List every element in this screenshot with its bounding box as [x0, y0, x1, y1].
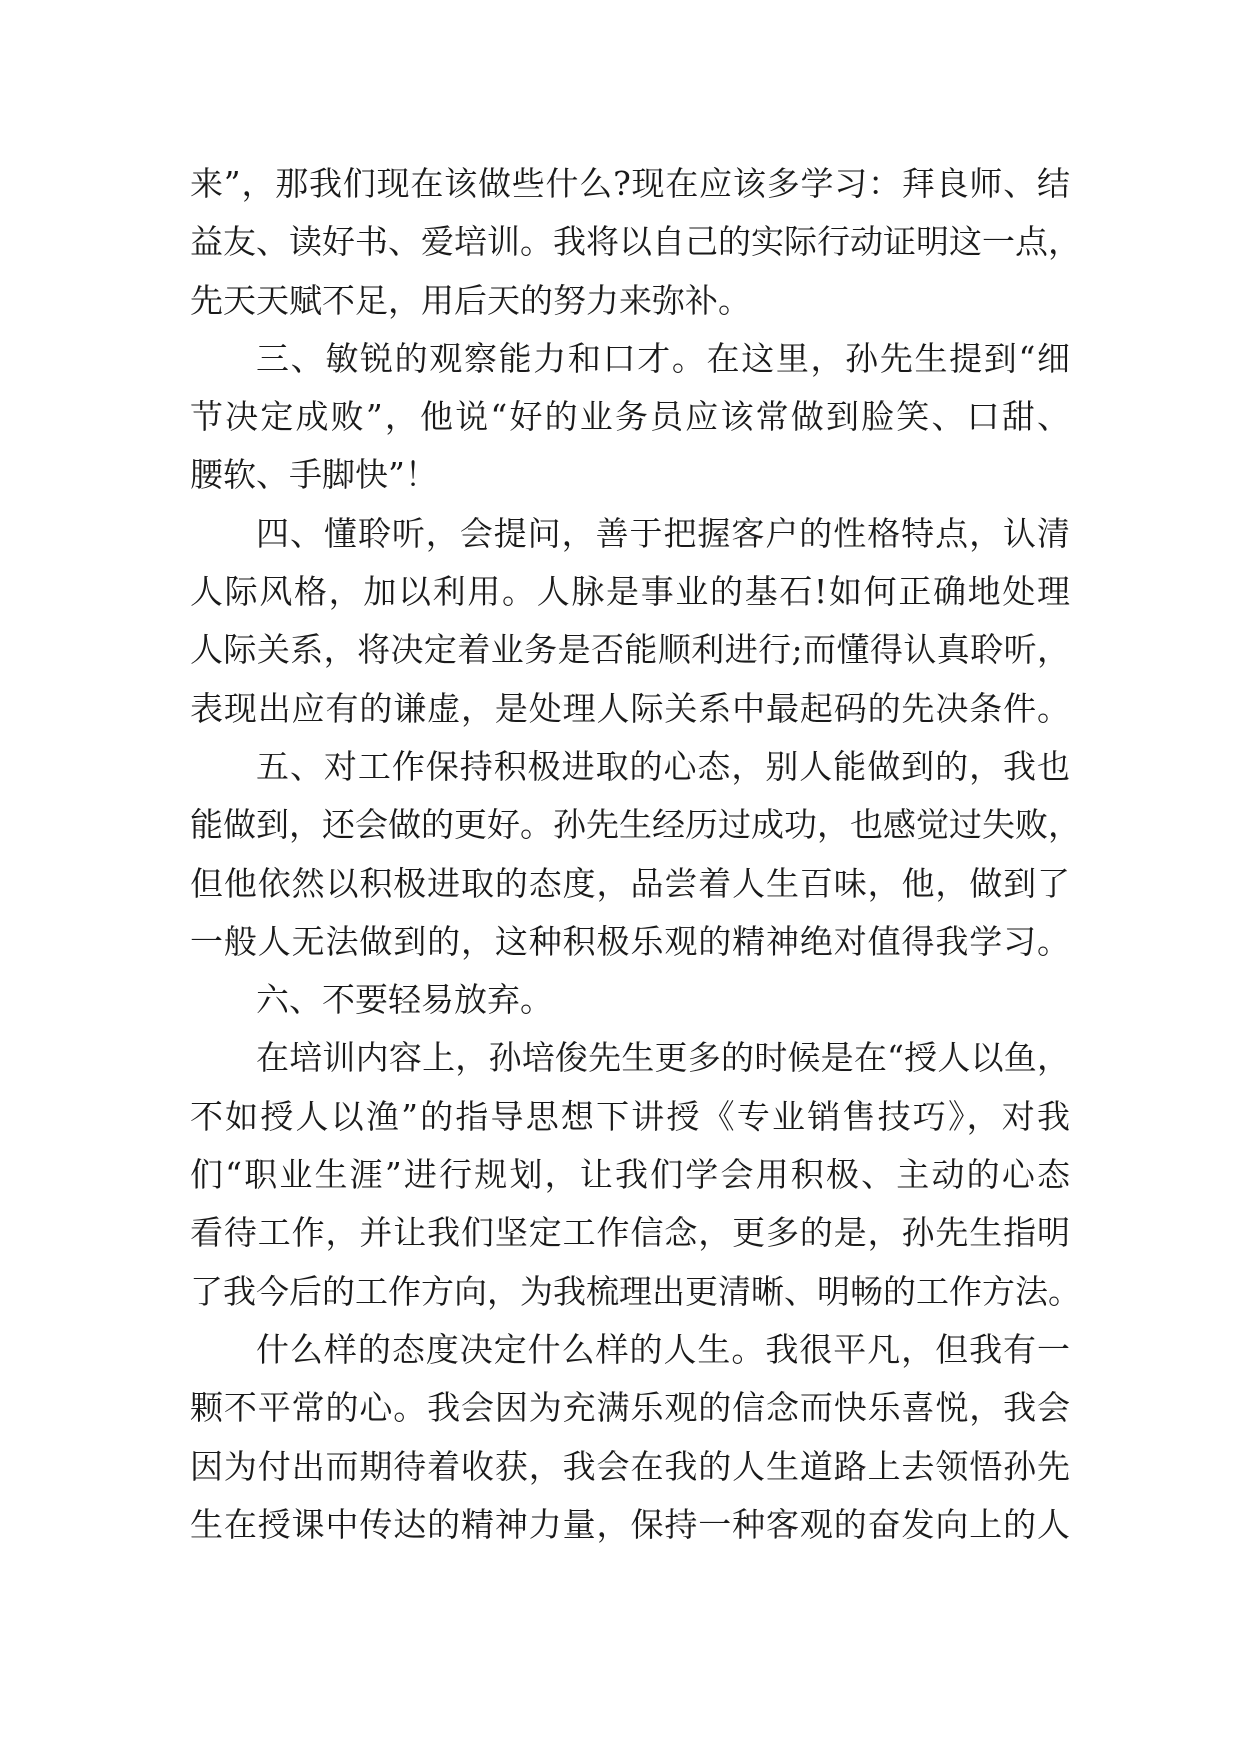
text-line: 五、对工作保持积极进取的心态，别人能做到的，我也 [256, 746, 1070, 786]
text-line: 在培训内容上，孙培俊先生更多的时候是在“授人以鱼， [256, 1038, 1070, 1078]
text-line: 节决定成败”，他说“好的业务员应该常做到脸笑、口甜、 [190, 397, 1070, 437]
text-line: 人际关系，将决定着业务是否能顺利进行;而懂得认真聆听， [190, 630, 1070, 670]
text-line: 益友、读好书、爱培训。我将以自己的实际行动证明这一点， [190, 222, 1081, 262]
text-line: 们“职业生涯”进行规划，让我们学会用积极、主动的心态 [190, 1155, 1070, 1195]
text-line: 颗不平常的心。我会因为充满乐观的信念而快乐喜悦，我会 [190, 1388, 1070, 1428]
text-line: 能做到，还会做的更好。孙先生经历过成功，也感觉过失败， [190, 805, 1081, 845]
text-line: 不如授人以渔”的指导思想下讲授《专业销售技巧》，对我 [190, 1096, 1070, 1136]
text-line: 什么样的态度决定什么样的人生。我很平凡，但我有一 [256, 1329, 1070, 1369]
text-line: 三、敏锐的观察能力和口才。在这里，孙先生提到“细 [256, 338, 1070, 378]
text-line: 生在授课中传达的精神力量，保持一种客观的奋发向上的人 [190, 1504, 1070, 1544]
text-line: 但他依然以积极进取的态度，品尝着人生百味，他，做到了 [190, 863, 1070, 903]
text-line: 了我今后的工作方向，为我梳理出更清晰、明畅的工作方法。 [190, 1271, 1081, 1311]
text-line: 腰软、手脚快”！ [190, 455, 438, 495]
text-line: 一般人无法做到的，这种积极乐观的精神绝对值得我学习。 [190, 921, 1070, 961]
text-line: 看待工作，并让我们坚定工作信念，更多的是，孙先生指明 [190, 1213, 1070, 1253]
text-line: 来”，那我们现在该做些什么?现在应该多学习：拜良师、结 [190, 164, 1070, 203]
text-line: 六、不要轻易放弃。 [256, 980, 553, 1020]
body-text [190, 155, 1081, 1554]
text-line: 四、懂聆听，会提问，善于把握客户的性格特点，认清 [256, 513, 1070, 553]
text-line: 因为付出而期待着收获，我会在我的人生道路上去领悟孙先 [190, 1446, 1070, 1486]
text-line: 表现出应有的谦虚，是处理人际关系中最起码的先决条件。 [190, 688, 1070, 728]
text-line: 人际风格，加以利用。人脉是事业的基石!如何正确地处理 [190, 572, 1070, 612]
text-line: 先天天赋不足，用后天的努力来弥补。 [190, 280, 751, 320]
